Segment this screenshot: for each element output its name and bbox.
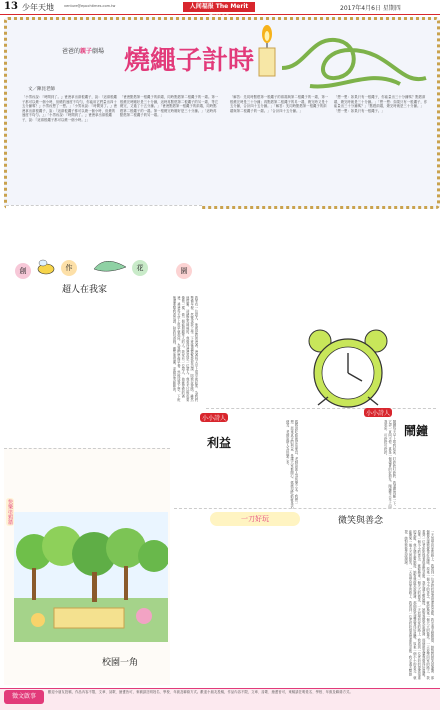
smile-kindness-title: 微笑與善念 — [338, 516, 384, 526]
issue-date: 2017年4月6日 星期四 — [340, 5, 401, 12]
poem-title-left: 利益 — [207, 436, 232, 450]
page-number: 13 — [4, 1, 18, 12]
section-name: 少年天地 — [22, 3, 54, 12]
rope-knot-icon — [280, 28, 430, 98]
smile-kindness-article: 一天放學回家的路上，我看到一位老奶奶提著很重的菜籃，我走過去幫她提，她對我微笑說謝謝，那個微笑讓我覺得好溫暖。原來一個小小的善念，就能換來一個大大的微笑。一天放學回家的路上，我看到一位老奶奶提著很重的菜籃，我走過去幫她提，她對我微笑說謝謝，那個微笑讓我覺得好溫暖。原來一個小小的善念，就能換來一個大大的微笑。一天放學回家的路上，我看到一位老奶奶提著很重的菜籃，我走過去幫她提，她對我微笑說謝謝，那個微笑讓我覺得好溫暖。原來一個小小的善念，就能換來一個大大的微笑。一天放學回家的路上，我看到一位老奶奶提著很重的菜籃，我走過去幫她提，她對我微笑說謝謝。 — [403, 530, 434, 680]
footer-notice: 歡迎小朋友投稿，作品內容不限，文章、詩歌、繪畫皆可，來稿請註明姓名、學校、年級及聯絡方式。歡迎小朋友投稿，作品內容不限，文章、詩歌、繪畫皆可，來稿請註明姓名、學校、年級及聯絡方式。 — [48, 690, 353, 694]
alarm-clock-icon — [302, 325, 394, 411]
fun-logo: 一刀好玩 — [210, 512, 300, 526]
theater-label: 爸爸的親子劇場 — [62, 48, 105, 55]
feature-title: 燒繩子計時 — [124, 46, 255, 76]
poem-right-body: 鬧鐘每天早上叫我起床，叮鈴鈴叮鈴鈴，我還想再睡一下，它卻一直叫不停，真是一個盡責的好朋友。鬧鐘每天早上叫我起床，叮鈴鈴叮鈴鈴。 — [383, 420, 396, 509]
call-for-submissions-badge: 徵文啟事 — [4, 690, 44, 704]
creative-garden-article: 我家有一位超人，他就是我的爸爸。爸爸每天早上很早就起床，為我們準備早餐，然後送我上學。下班後還要幫我看功課，陪我玩遊戲。雖然他很累，卻總是笑咪咪的。我覺得爸爸真是一位超人，我長大以後也要像他一樣，做一個能照顧家人的人。我家有一位超人，他就是我的爸爸。爸爸每天早上很早就起床，為我們準備早餐，然後送我上學。下班後還要幫我看功課，陪我玩遊戲。雖然他很累，卻總是笑咪咪的。 — [171, 296, 198, 402]
newspaper-logo: 人间福报 The Merit — [183, 2, 255, 12]
byline: 文／陳昆老師 — [28, 87, 55, 92]
poet-badge-left: 小小詩人 — [202, 415, 227, 422]
poem-title-right: 鬧鐘 — [404, 424, 429, 438]
poem-left-body: 媽媽說吃虧就是佔便宜，老師說助人為快樂之本，我想一想，原來真正的利益，是讓大家都開心。媽媽說吃虧就是佔便宜，老師說助人為快樂之本。 — [285, 420, 298, 509]
circle-hua: 花 — [132, 260, 148, 276]
article-column-4: 「想一想：如果只有一根繩子，你能量出三十分鐘嗎？點燃兩端，燒完時就是三十分鐘。」「想一想：如果只有一根繩子，你能量出三十分鐘嗎？」「點燃兩端，燒完時就是三十分鐘。」「想一想：如果只有一根繩子。」 — [334, 95, 428, 113]
article-column-2: 「爸爸點燃第一根繩子的兩端，同時點燃第二根繩子的一端。第一根燒完時剛好是三十分鐘，這時再點燃第二根繩子的另一端，等它燒完，又過了十五分鐘。」「爸爸點燃第一根繩子的兩端，同時點燃第二根繩子的一端。第一根燒完時剛好是三十分鐘。」「這時再點燃第二根繩子的另一端。」 — [120, 95, 219, 118]
header-url: venture@epochtimes.com.tw — [64, 4, 116, 8]
doodle-wall-label: 快樂塗鴉牆 — [7, 499, 13, 525]
article-column-1: 「小男孩說：『時間到了。』爸爸拿出兩根繩子，說：『這兩根繩子都可以燒一個小時，但燒的速度不均勻，你能用它們量出四十五分鐘嗎？』小男孩想了一想。」「小男孩說：『時間到了。』爸爸拿出兩根繩子，說：『這兩根繩子都可以燒一個小時，但燒的速度不均勻。』」「小男孩說：『時間到了。』爸爸拿出兩根繩子，說：『這兩根繩子都可以燒一個小時。』」 — [22, 95, 118, 122]
candle-icon — [250, 24, 284, 78]
section-title: 超人在我家 — [62, 285, 108, 295]
circle-zuo: 作 — [61, 260, 77, 276]
bee-icon — [34, 259, 58, 277]
school-painting-image — [14, 512, 168, 642]
school-corner-title: 校園一角 — [102, 658, 139, 668]
article-column-3: 「解答：先同時點燃第一根繩子的兩端與第二根繩子的一端，第一根燒完時是三十分鐘；再點燃第二根繩子的另一端，燒完時又是十五分鐘，合計四十五分鐘。」「解答：先同時點燃第一根繩子的兩端與第二根繩子的一端。」「合計四十五分鐘。」 — [230, 95, 329, 113]
poet-badge-right: 小小詩人 — [366, 410, 391, 417]
circle-chuang: 創 — [15, 263, 31, 279]
bird-icon — [92, 257, 128, 277]
circle-yuan: 園 — [176, 263, 192, 279]
